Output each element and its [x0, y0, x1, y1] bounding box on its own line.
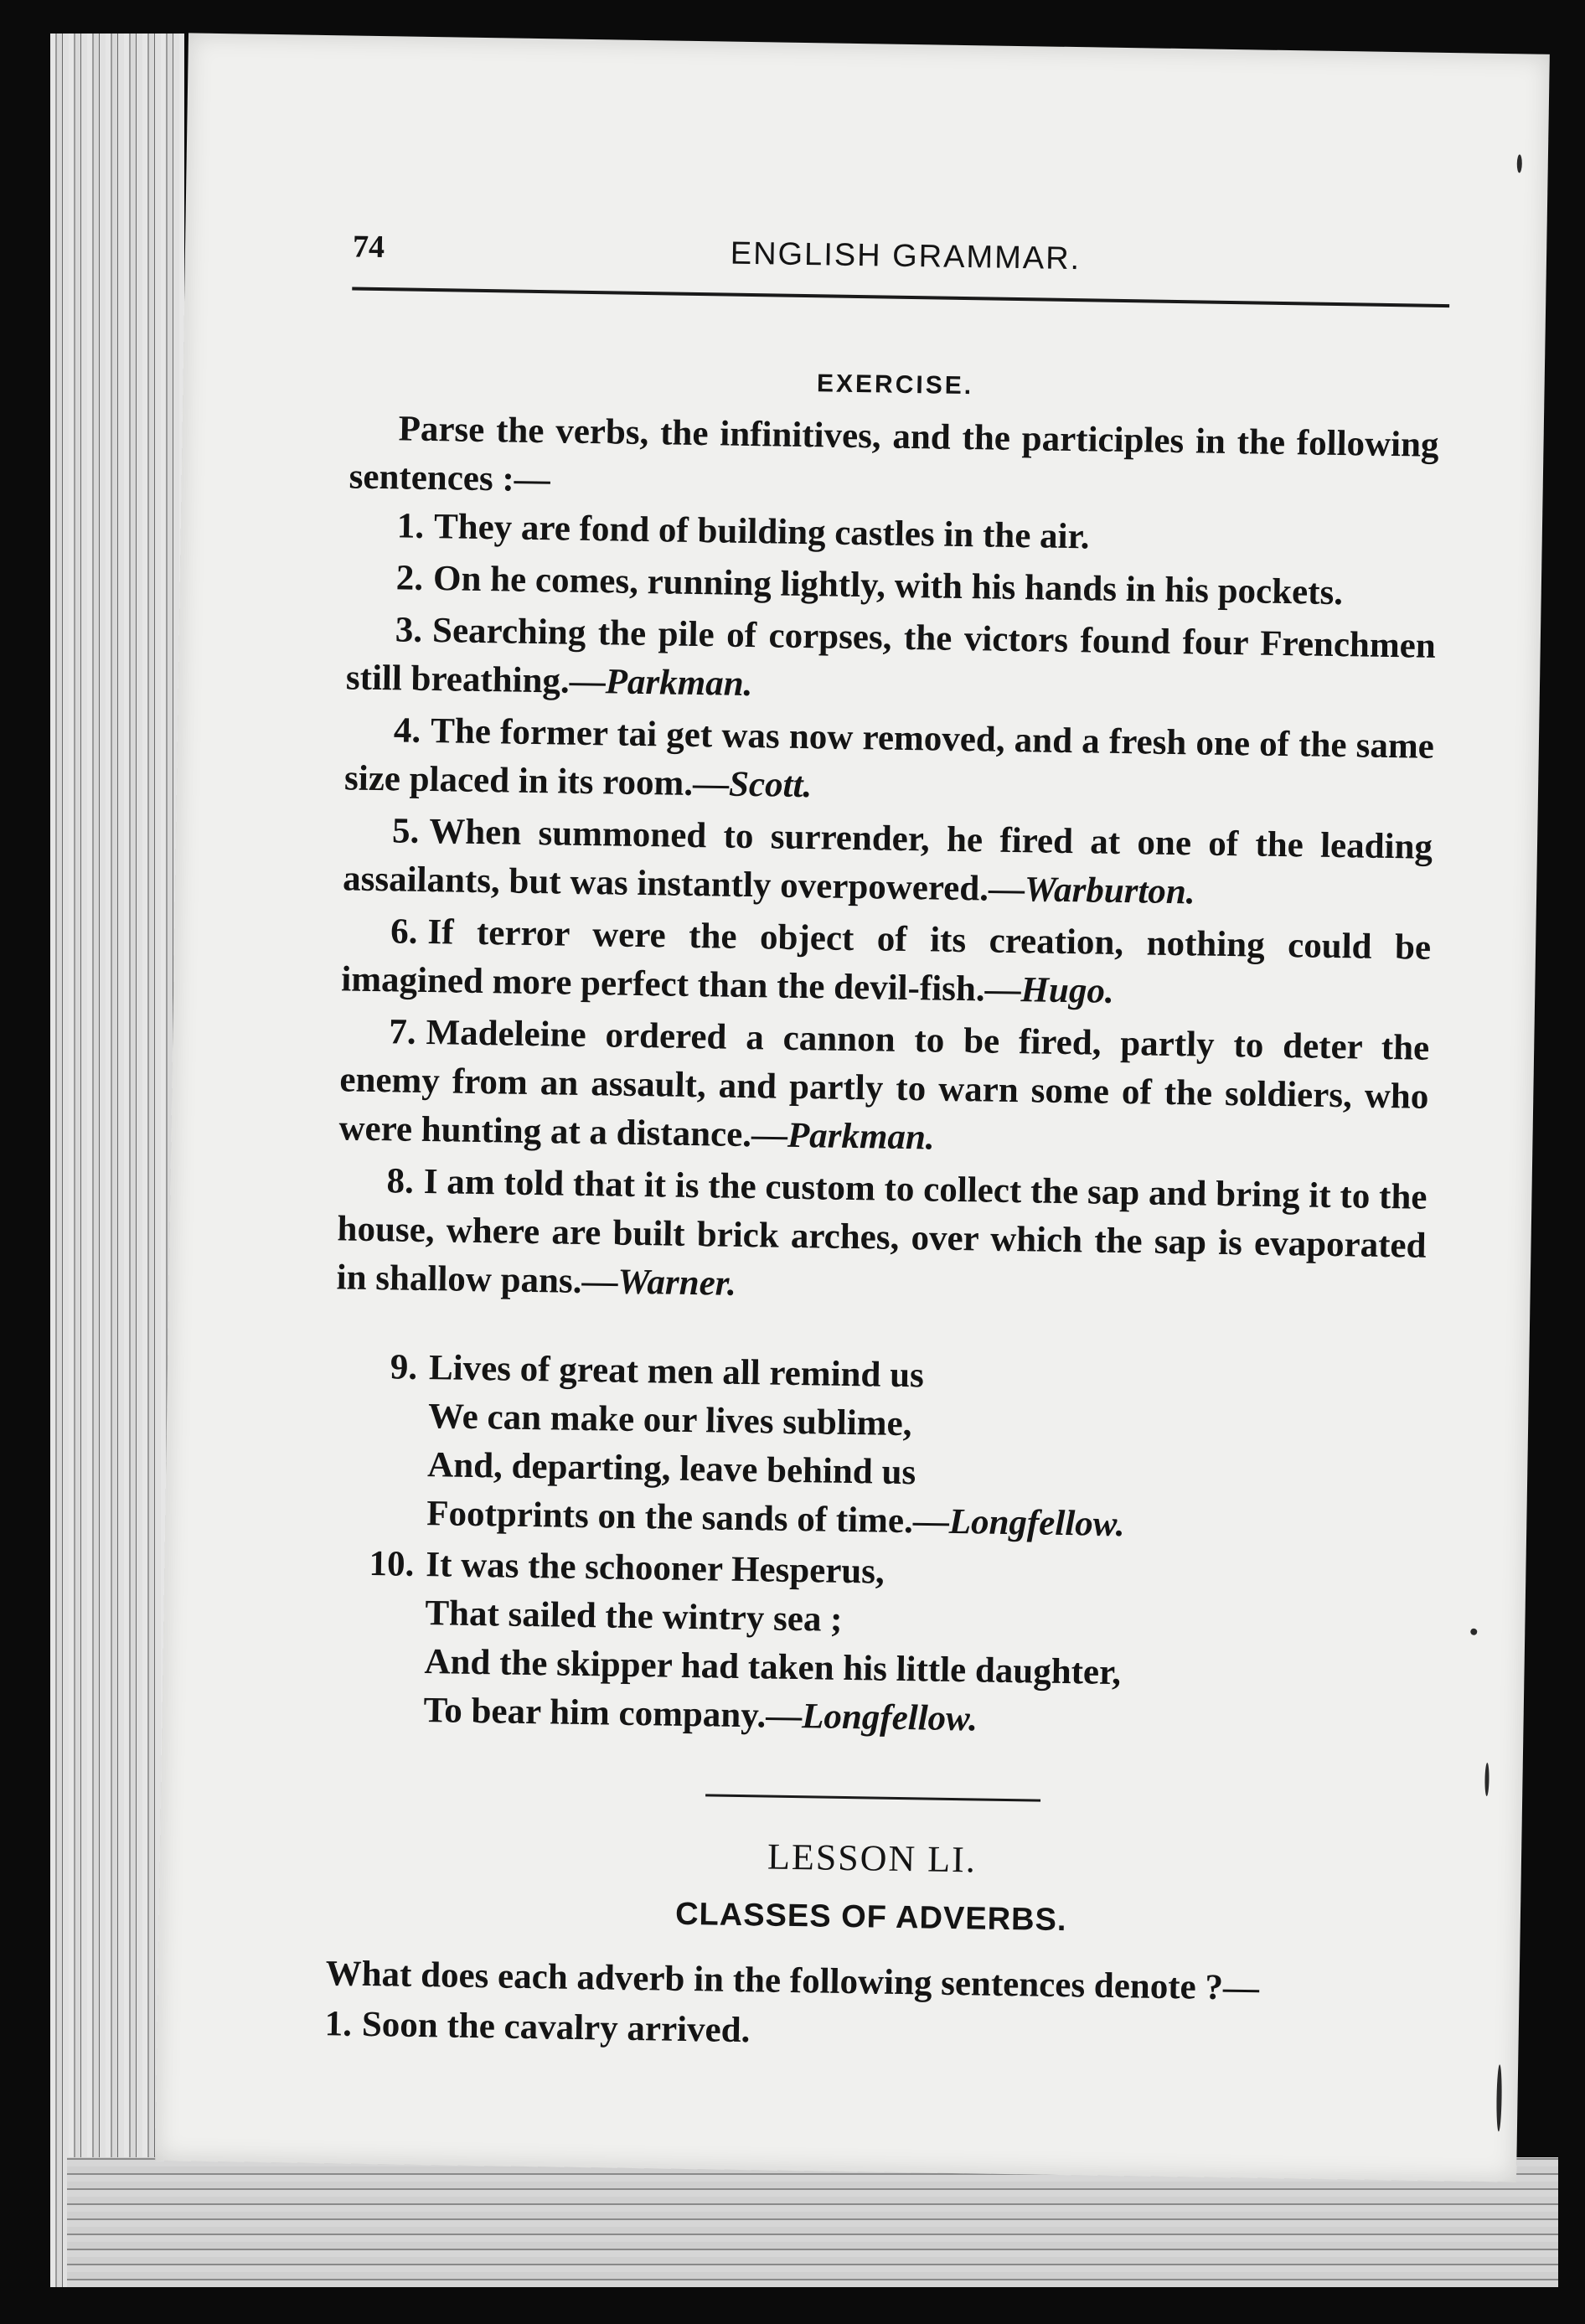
exercise-instruction: Parse the verbs, the infinitives, and the participles in the following sentences :— — [348, 409, 1439, 500]
exercise-sentence-list — [336, 501, 1438, 1322]
sentence-number: 7. — [388, 1012, 416, 1052]
lesson-title: LESSON LI. — [767, 1836, 978, 1881]
poem-line-text: That sailed the wintry sea ; — [425, 1593, 843, 1640]
sentence-text: When summoned to surrender, he fired at one of the leading assailants, but was instantly overpowered.— — [342, 812, 1433, 910]
lesson-question: What does each adverb in the following sentences denote ?— — [325, 1954, 1260, 2008]
sentence-text: On he comes, running lightly, with his hands in his pockets. — [432, 559, 1344, 613]
poem-number: 10. — [369, 1544, 415, 1584]
sentence-number: 4. — [393, 710, 421, 751]
exercise-heading: EXERCISE. — [816, 369, 974, 400]
poem-line-text: Lives of great men all remind us — [428, 1348, 925, 1396]
sentence-number: 8. — [386, 1161, 415, 1201]
poem-number: 9. — [390, 1347, 418, 1387]
sentence-number: 6. — [390, 912, 418, 952]
sentence-attribution: Hugo. — [1020, 970, 1115, 1011]
exercise-sentence — [341, 906, 1432, 1020]
poem-line-text: Footprints on the sands of time.— — [426, 1494, 950, 1542]
sentence-text: The former tai get was now removed, and a fresh one of the same size placed in its room.— — [343, 711, 1435, 804]
lesson-item-number: 1. — [324, 2004, 353, 2044]
exercise-sentence — [344, 705, 1435, 819]
poem-attribution: Longfellow. — [801, 1697, 978, 1739]
sentence-number: 2. — [395, 558, 424, 598]
page-number: 74 — [352, 229, 385, 266]
sentence-text: I am told that it is the custom to collect the sap and bring it to the house, where are built brick arches, over which the sap is evaporated in shallow pans.— — [336, 1161, 1428, 1302]
poem-9 — [333, 1342, 1424, 1553]
poem-10 — [329, 1539, 1421, 1750]
sentence-attribution: Parkman. — [787, 1115, 935, 1158]
header-title: ENGLISH GRAMMAR. — [730, 235, 1082, 277]
scan-speck — [1496, 2064, 1502, 2131]
sentence-number: 5. — [391, 811, 420, 851]
poem-line-text: And the skipper had taken his little daughter, — [424, 1642, 1122, 1693]
poem-line-text: To bear him company.— — [423, 1691, 803, 1737]
poem-line-text: We can make our lives sublime, — [427, 1397, 912, 1444]
section-divider — [705, 1794, 1040, 1801]
scan-speck — [1470, 1629, 1477, 1635]
poem-line-text: And, departing, leave behind us — [426, 1445, 916, 1493]
sentence-number: 3. — [395, 610, 423, 650]
sentence-attribution: Parkman. — [605, 662, 753, 705]
exercise-sentence — [336, 1156, 1428, 1319]
lesson-item-text: Soon the cavalry arrived. — [361, 2004, 751, 2051]
scan-speck — [1517, 154, 1522, 173]
sentence-attribution: Scott. — [728, 764, 813, 806]
sentence-number: 1. — [396, 506, 425, 546]
sentence-text: Madeleine ordered a cannon to be fired, partly to deter the enemy from an assault, and partly to warn some of the soldiers, who were hunting at a distance.— — [338, 1012, 1430, 1155]
lesson-subtitle: CLASSES OF ADVERBS. — [674, 1896, 1067, 1939]
sentence-text: They are fond of building castles in the air. — [433, 507, 1090, 557]
scan-speck — [1484, 1763, 1489, 1796]
exercise-sentence — [343, 806, 1433, 920]
exercise-sentence — [338, 1007, 1430, 1170]
sentence-attribution: Warner. — [617, 1262, 737, 1304]
poem-attribution: Longfellow. — [948, 1501, 1125, 1545]
sentence-text: Searching the pile of corpses, the victors found four Frenchmen still breathing.— — [345, 611, 1437, 702]
sentence-attribution: Warburton. — [1024, 870, 1195, 912]
exercise-sentence — [346, 605, 1437, 719]
book-page — [155, 33, 1550, 2182]
poem-line-text: It was the schooner Hesperus, — [425, 1545, 885, 1592]
running-header — [352, 229, 1442, 296]
sentence-text: If terror were the object of its creation, nothing could be imagined more perfect than the devil-fish.— — [340, 912, 1432, 1010]
